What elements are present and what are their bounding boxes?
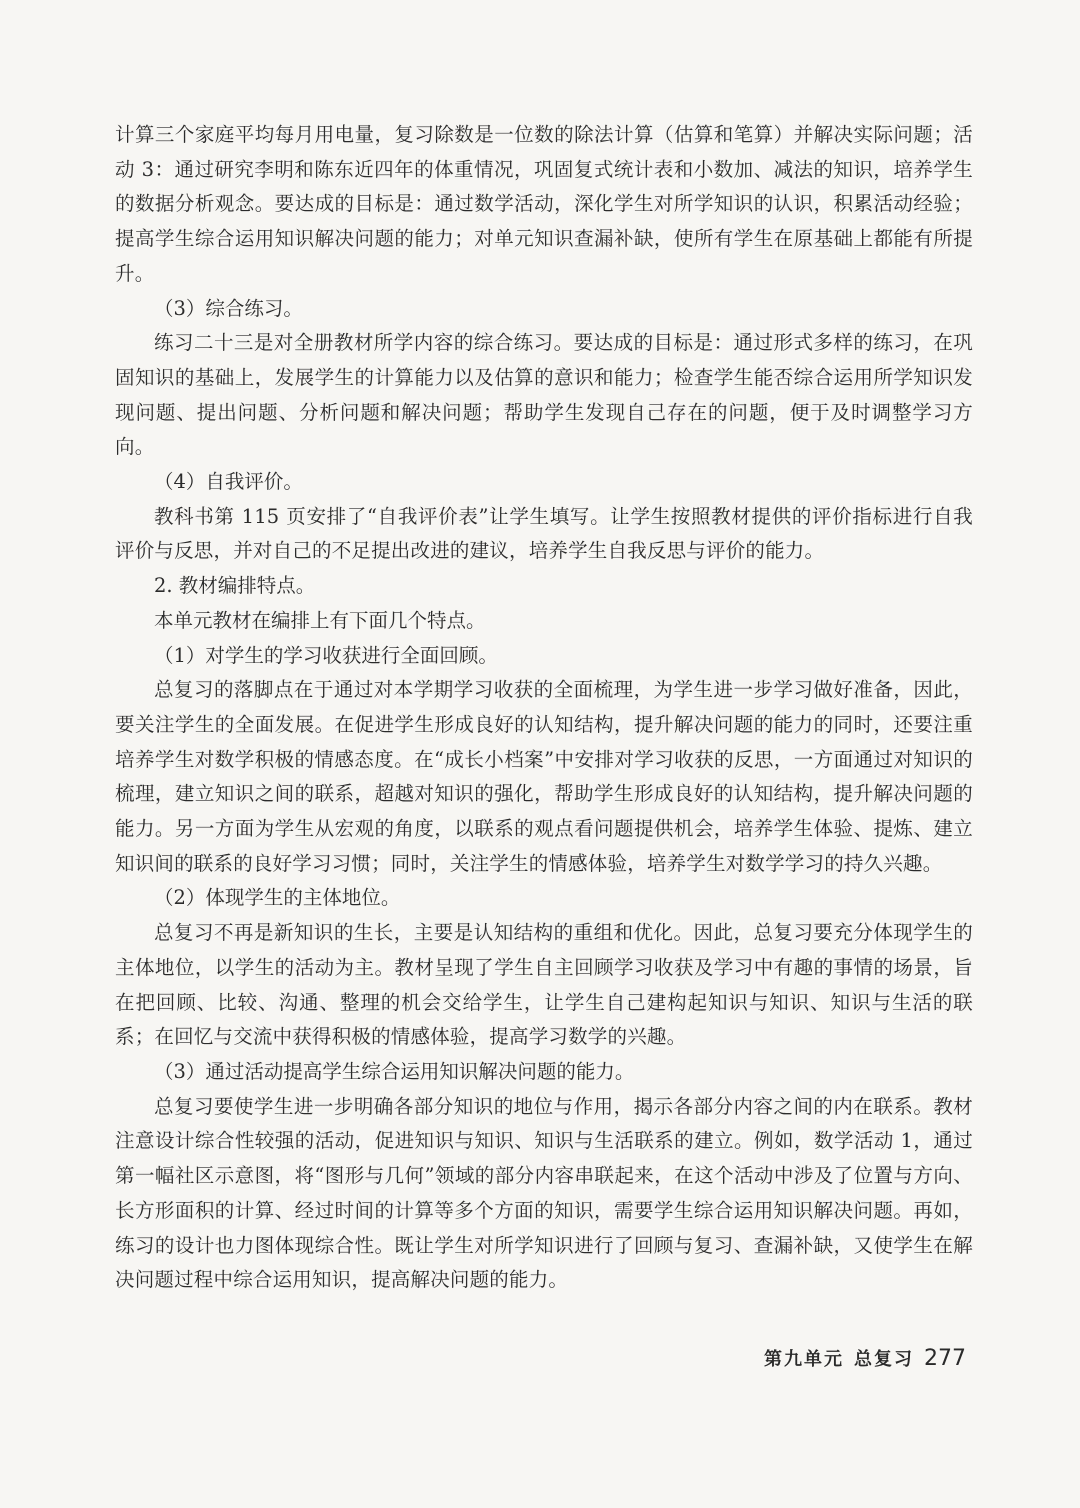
- section-heading-features: 2. 教材编排特点。: [154, 574, 316, 598]
- subheading-self-evaluation: （4）自我评价。: [154, 470, 303, 494]
- paragraph-self-evaluation: 教科书第 115 页安排了“自我评价表”让学生填写。让学生按照教材提供的评价指标进行自我评价与反思，并对自己的不足提出改进的建议，培养学生自我反思与评价的能力。: [115, 504, 973, 563]
- subheading-comprehensive-practice: （3）综合练习。: [154, 296, 303, 320]
- paragraph-features-intro: 本单元教材在编排上有下面几个特点。: [154, 608, 486, 632]
- paragraph-student-subject: 总复习不再是新知识的生长，主要是认知结构的重组和优化。因此，总复习要充分体现学生的主体地位，以学生的活动为主。教材呈现了学生自主回顾学习收获及学习中有趣的事情的场景，旨在把回顾、比较、沟通、整理的机会交给学生，让学生自己建构起知识与知识、知识与生活的联系；在回忆与交流中获得积极的情感体验，提高学习数学的兴趣。: [115, 921, 973, 1049]
- paragraph-review: 总复习的落脚点在于通过对本学期学习收获的全面梳理，为学生进一步学习做好准备，因此，要关注学生的全面发展。在促进学生形成良好的认知结构，提升解决问题的能力的同时，还要注重培养学生对数学积极的情感态度。在“成长小档案”中安排对学习收获的反思，一方面通过对知识的梳理，建立知识之间的联系，超越对知识的强化，帮助学生形成良好的认知结构，提升解决问题的能力。另一方面为学生从宏观的角度，以联系的观点看问题提供机会，培养学生体验、提炼、建立知识间的联系的良好学习习惯；同时，关注学生的情感体验，培养学生对数学学习的持久兴趣。: [115, 678, 973, 875]
- paragraph-activities: 总复习要使学生进一步明确各部分知识的地位与作用，揭示各部分内容之间的内在联系。教材注意设计综合性较强的活动，促进知识与知识、知识与生活联系的建立。例如，数学活动 1，通过第一幅社区示意图，将“图形与几何”领域的部分内容串联起来，在这个活动中涉及了位置与方向、长方形面积的计算、经过时间的计算等多个方面的知识，需要学生综合运用知识解决问题。再如，练习的设计也力图体现综合性。既让学生对所学知识进行了回顾与复习、查漏补缺，又使学生在解决问题过程中综合运用知识，提高解决问题的能力。: [115, 1094, 973, 1292]
- subheading-review: （1）对学生的学习收获进行全面回顾。: [154, 643, 498, 667]
- footer-unit: 第九单元: [764, 1349, 844, 1370]
- page-footer: [764, 1345, 966, 1371]
- page-number: 277: [924, 1346, 966, 1371]
- paragraph-1: 计算三个家庭平均每月用电量，复习除数是一位数的除法计算（估算和笔算）并解决实际问题；活动 3：通过研究李明和陈东近四年的体重情况，巩固复式统计表和小数加、减法的知识，培养学生的数据分析观念。要达成的目标是：通过数学活动，深化学生对所学知识的认识，积累活动经验；提高学生综合运用知识解决问题的能力；对单元知识查漏补缺，使所有学生在原基础上都能有所提升。: [115, 123, 973, 285]
- paragraph-practice-23: 练习二十三是对全册教材所学内容的综合练习。要达成的目标是：通过形式多样的练习，在巩固知识的基础上，发展学生的计算能力以及估算的意识和能力；检查学生能否综合运用所学知识发现问题、提出问题、分析问题和解决问题；帮助学生发现自己存在的问题，便于及时调整学习方向。: [115, 331, 973, 459]
- subheading-student-subject: （2）体现学生的主体地位。: [154, 886, 401, 910]
- subheading-activities: （3）通过活动提高学生综合运用知识解决问题的能力。: [154, 1059, 635, 1083]
- footer-chapter: 总复习: [854, 1349, 914, 1370]
- page-body: [115, 118, 973, 1298]
